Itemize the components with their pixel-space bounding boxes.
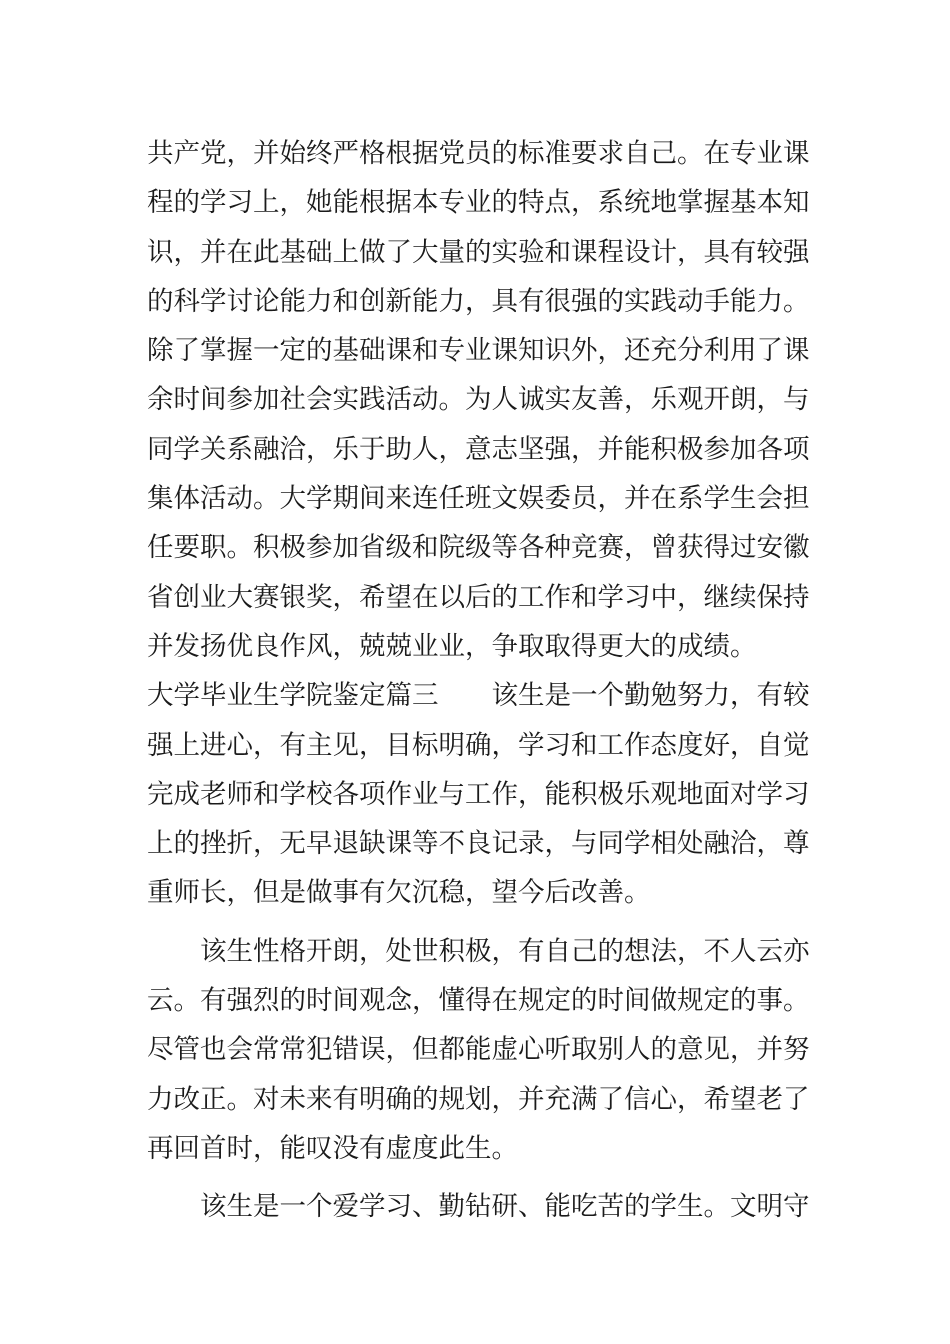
text-line: 除了掌握一定的基础课和专业课知识外，还充分利用了课 bbox=[147, 335, 810, 367]
text-line: 尽管也会常常犯错误，但都能虚心听取别人的意见，并努 bbox=[147, 1034, 810, 1066]
text-line: 该生性格开朗，处世积极，有自己的想法，不人云亦 bbox=[147, 935, 810, 967]
text-line: 力改正。对未来有明确的规划，并充满了信心，希望老了 bbox=[147, 1083, 810, 1115]
body-text bbox=[147, 129, 817, 1232]
text-line: 省创业大赛银奖，希望在以后的工作和学习中，继续保持 bbox=[147, 581, 810, 613]
text-line: 上的挫折，无早退缺课等不良记录，与同学相处融洽，尊 bbox=[147, 828, 810, 860]
text-line: 并发扬优良作风，兢兢业业，争取取得更大的成绩。 bbox=[147, 630, 757, 662]
text-line: 再回首时，能叹没有虚度此生。 bbox=[147, 1132, 518, 1164]
text-line: 的科学讨论能力和创新能力，具有很强的实践动手能力。 bbox=[147, 285, 810, 317]
text-line: 程的学习上，她能根据本专业的特点，系统地掌握基本知 bbox=[147, 187, 810, 219]
text-line: 共产党，并始终严格根据党员的标准要求自己。在专业课 bbox=[147, 138, 810, 169]
text-line: 该生是一个爱学习、勤钻研、能吃苦的学生。文明守 bbox=[147, 1191, 810, 1223]
text-line: 重师长，但是做事有欠沉稳，望今后改善。 bbox=[147, 877, 651, 909]
text-line: 强上进心，有主见，目标明确，学习和工作态度好，自觉 bbox=[147, 729, 810, 761]
text-line: 完成老师和学校各项作业与工作，能积极乐观地面对学习 bbox=[147, 778, 810, 810]
text-line: 任要职。积极参加省级和院级等各种竞赛，曾获得过安徽 bbox=[147, 532, 810, 564]
text-line: 识，并在此基础上做了大量的实验和课程设计，具有较强 bbox=[147, 236, 810, 268]
text-line: 余时间参加社会实践活动。为人诚实友善，乐观开朗，与 bbox=[147, 384, 810, 416]
text-line: 云。有强烈的时间观念，懂得在规定的时间做规定的事。 bbox=[147, 985, 810, 1017]
text-line: 同学关系融洽，乐于助人，意志坚强，并能积极参加各项 bbox=[147, 433, 810, 465]
text-line: 集体活动。大学期间来连任班文娱委员，并在系学生会担 bbox=[147, 483, 810, 515]
text-line: 大学毕业生学院鉴定篇三 该生是一个勤勉努力，有较 bbox=[147, 680, 810, 712]
